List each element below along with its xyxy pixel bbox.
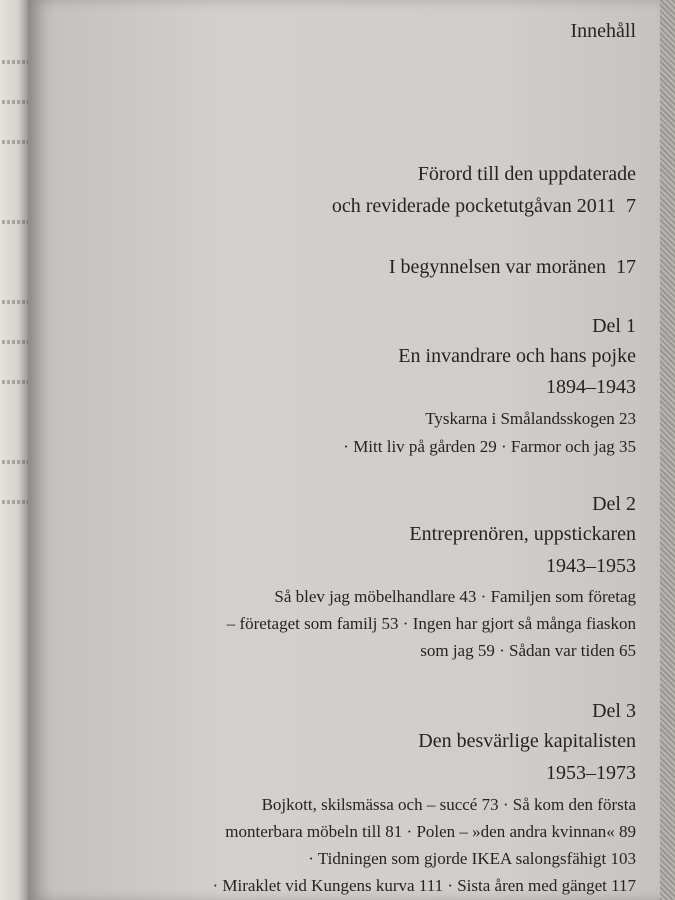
contents-heading: Innehåll <box>570 20 636 42</box>
part-1-years: 1894–1943 <box>546 376 636 398</box>
background-surface <box>660 0 675 900</box>
part-3-title: Den besvärlige kapitalisten <box>418 730 636 752</box>
part-3-years: 1953–1973 <box>546 762 636 784</box>
part-2-chapters-line: – företaget som familj 53 · Ingen har gjort så många fiaskon <box>226 614 636 633</box>
toc-entry-intro: I begynnelsen var moränen 17 <box>388 256 636 278</box>
part-2-chapters-line: Så blev jag möbelhandlare 43 · Familjen som företag <box>274 587 636 606</box>
adjacent-page-edge <box>0 0 30 900</box>
part-2-years: 1943–1953 <box>546 555 636 577</box>
part-1-title: En invandrare och hans pojke <box>398 345 636 367</box>
part-2-title: Entreprenören, uppstickaren <box>409 523 636 545</box>
toc-entry-foreword-line2: och reviderade pocketutgåvan 2011 7 <box>331 195 636 217</box>
part-3-chapters-line: monterbara möbeln till 81 · Polen – »den andra kvinnan« 89 <box>225 822 636 841</box>
part-3-chapters-line: · Miraklet vid Kungens kurva 111 · Sista åren med gänget 117 <box>212 876 636 895</box>
part-3-chapters-line: · Tidningen som gjorde IKEA salongsfähigt 103 <box>308 849 636 868</box>
part-3-label: Del 3 <box>592 700 636 722</box>
part-2-chapters-line: som jag 59 · Sådan var tiden 65 <box>420 641 636 660</box>
part-3-chapters-line: Bojkott, skilsmässa och – succé 73 · Så kom den första <box>261 795 636 814</box>
toc-entry-foreword-line1: Förord till den uppdaterade <box>417 163 636 185</box>
part-1-chapters-line: · Mitt liv på gården 29 · Farmor och jag 35 <box>343 437 636 456</box>
part-1-chapters-line: Tyskarna i Smålandsskogen 23 <box>425 409 636 428</box>
part-1-label: Del 1 <box>592 315 636 337</box>
book-page <box>28 0 660 900</box>
part-2-label: Del 2 <box>592 493 636 515</box>
